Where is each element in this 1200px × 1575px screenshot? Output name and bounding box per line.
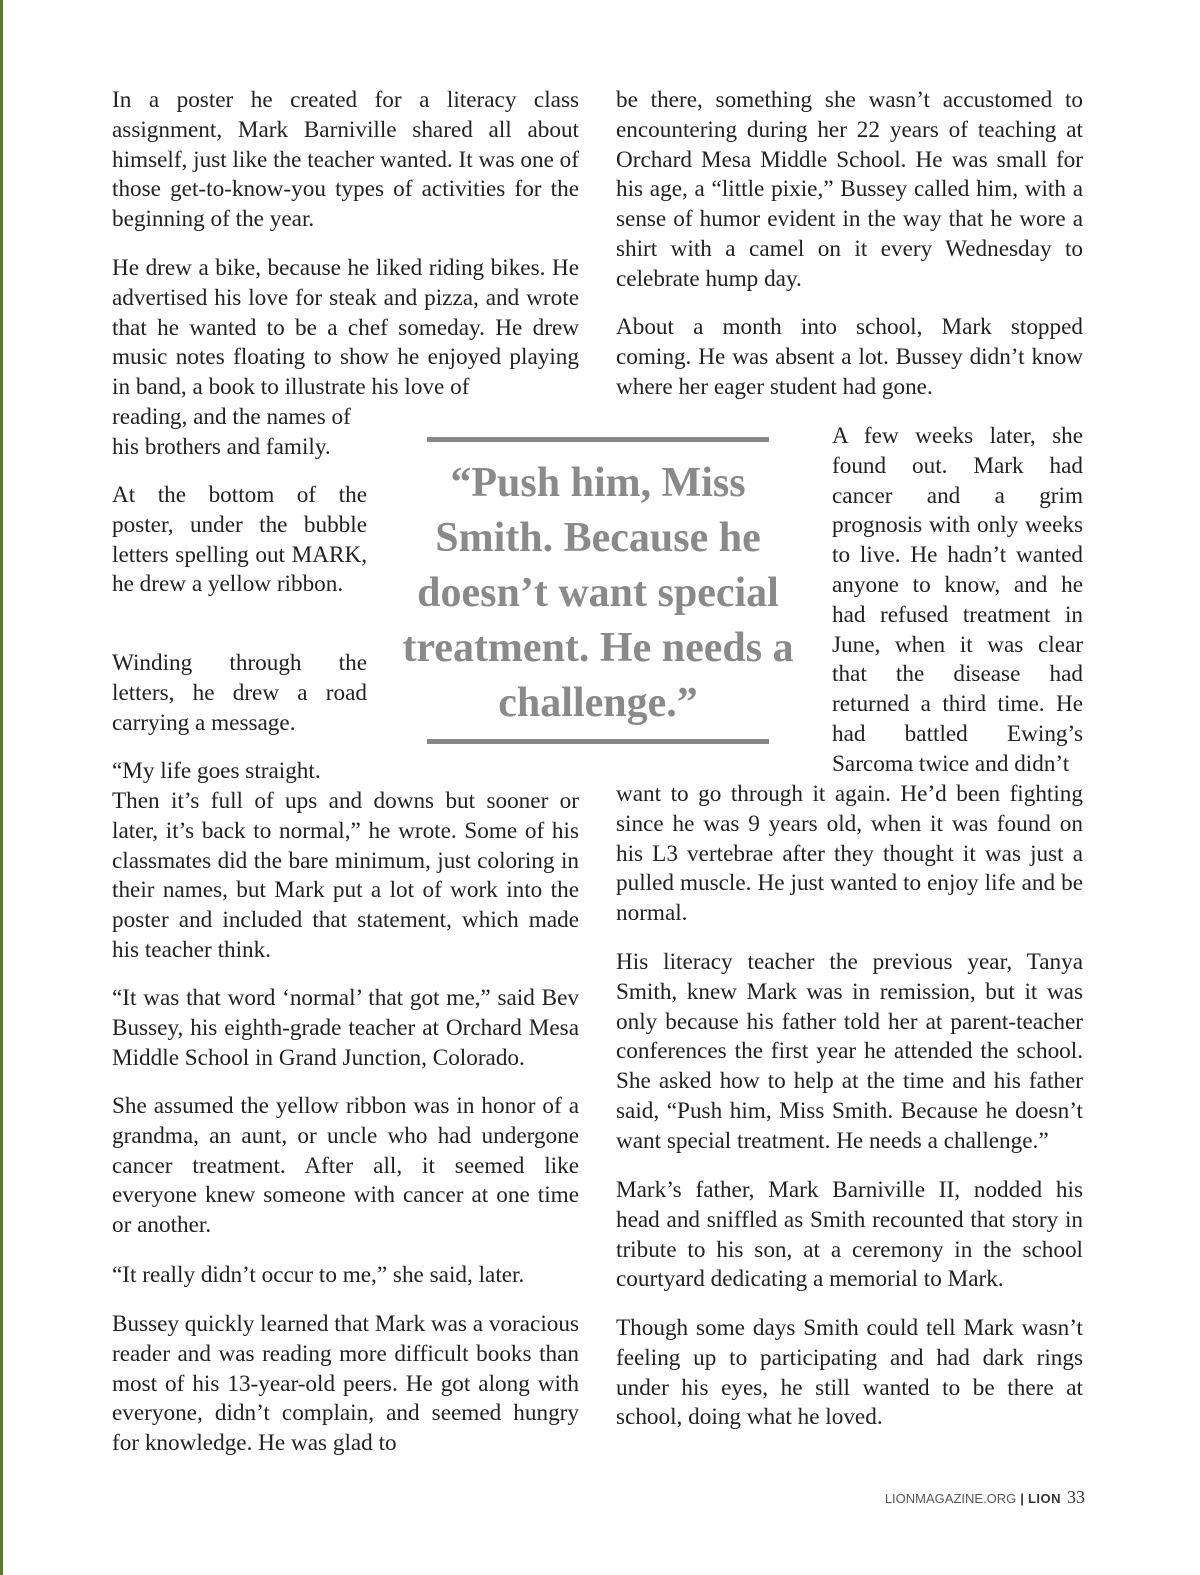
left-paragraph-1: In a poster he created for a literacy class assignment, Mark Barniville shared all about himself, just like the teacher wanted. It was one of those get-to-know-you types of activities for the beginning of the year. xyxy=(112,87,579,233)
right-paragraph-5: Mark’s father, Mark Barniville II, nodded his head and sniffled as Smith recounted that story in tribute to his son, at a ceremony in the school courtyard dedicating a memorial to Mark. xyxy=(616,1177,1083,1293)
right-paragraph-3-continued: want to go through it again. He’d been fighting since he was 9 years old, when it was found on his L3 vertebrae after they thought it was just a pulled muscle. He just wanted to enjoy life and be normal. xyxy=(616,781,1083,927)
left-paragraph-5-continued: Then it’s full of ups and downs but sooner or later, it’s back to normal,” he wrote. Some of his classmates did the bare minimum, just coloring in their names, but Mark put a lot of work into the poster and included that statement, which made his teacher think. xyxy=(112,788,579,963)
left-paragraph-4: Winding through the letters, he drew a road carrying a message. xyxy=(112,650,367,736)
left-paragraph-7: She assumed the yellow ribbon was in honor of a grandma, an aunt, or uncle who had undergone cancer treatment. After all, it seemed like everyone knew someone with cancer at one time or another. xyxy=(112,1093,579,1239)
pull-quote-top-rule xyxy=(427,437,769,442)
right-paragraph-6: Though some days Smith could tell Mark wasn’t feeling up to participating and had dark rings under his eyes, he still wanted to be there at school, doing what he loved. xyxy=(616,1315,1083,1431)
left-paragraph-8: “It really didn’t occur to me,” she said, later. xyxy=(112,1262,525,1288)
page-footer xyxy=(885,1487,1085,1508)
right-paragraph-4: His literacy teacher the previous year, Tanya Smith, knew Mark was in remission, but it was only because his father told her at parent-teacher conferences the first year he attended the school. She asked how to help at the time and his father said, “Push him, Miss Smith. Because he doesn’t want special treatment. He needs a challenge.” xyxy=(616,949,1083,1154)
right-paragraph-1: be there, something she wasn’t accustomed to encountering during her 22 years of teaching at Orchard Mesa Middle School. He was small for his age, a “little pixie,” Bussey called him, with a sense of humor evident in the way that he wore a shirt with a camel on it every Wednesday to celebrate hump day. xyxy=(616,87,1083,292)
page-edge-bar xyxy=(0,0,3,1575)
footer-site: LIONMAGAZINE.ORG xyxy=(884,1491,1017,1506)
left-paragraph-5: “My life goes straight. xyxy=(112,758,321,784)
footer-brand: LION xyxy=(1027,1491,1061,1506)
left-paragraph-2-continued: reading, and the names of his brothers and family. xyxy=(112,404,351,460)
right-paragraph-2: About a month into school, Mark stopped coming. He was absent a lot. Bussey didn’t know where her eager student had gone. xyxy=(616,314,1083,400)
left-paragraph-6: “It was that word ‘normal’ that got me,” said Bev Bussey, his eighth-grade teacher at Orchard Mesa Middle School in Grand Junction, Colorado. xyxy=(112,985,579,1071)
page-number: 33 xyxy=(1067,1487,1085,1507)
right-paragraph-3: A few weeks later, she found out. Mark had cancer and a grim prognosis with only weeks to live. He hadn’t wanted anyone to know, and he had refused treatment in June, when it was clear that the disease had returned a third time. He had battled Ewing’s Sarcoma twice and didn’t xyxy=(832,423,1083,777)
pull-quote-bottom-rule xyxy=(427,739,769,744)
left-paragraph-3: At the bottom of the poster, under the bubble letters spelling out MARK, he drew a yellow ribbon. xyxy=(112,482,367,598)
left-paragraph-2: He drew a bike, because he liked riding bikes. He advertised his love for steak and pizza, and wrote that he wanted to be a chef someday. He drew music notes floating to show he enjoyed playing in band, a book to illustrate his love of xyxy=(112,255,579,401)
left-paragraph-9: Bussey quickly learned that Mark was a voracious reader and was reading more difficult books than most of his 13-year-old peers. He got along with everyone, didn’t complain, and seemed hungry for knowledge. He was glad to xyxy=(112,1311,579,1457)
pull-quote: “Push him, Miss Smith. Because he doesn’t want special treatment. He needs a challenge.” xyxy=(402,460,794,726)
footer-separator: | xyxy=(1020,1491,1024,1506)
